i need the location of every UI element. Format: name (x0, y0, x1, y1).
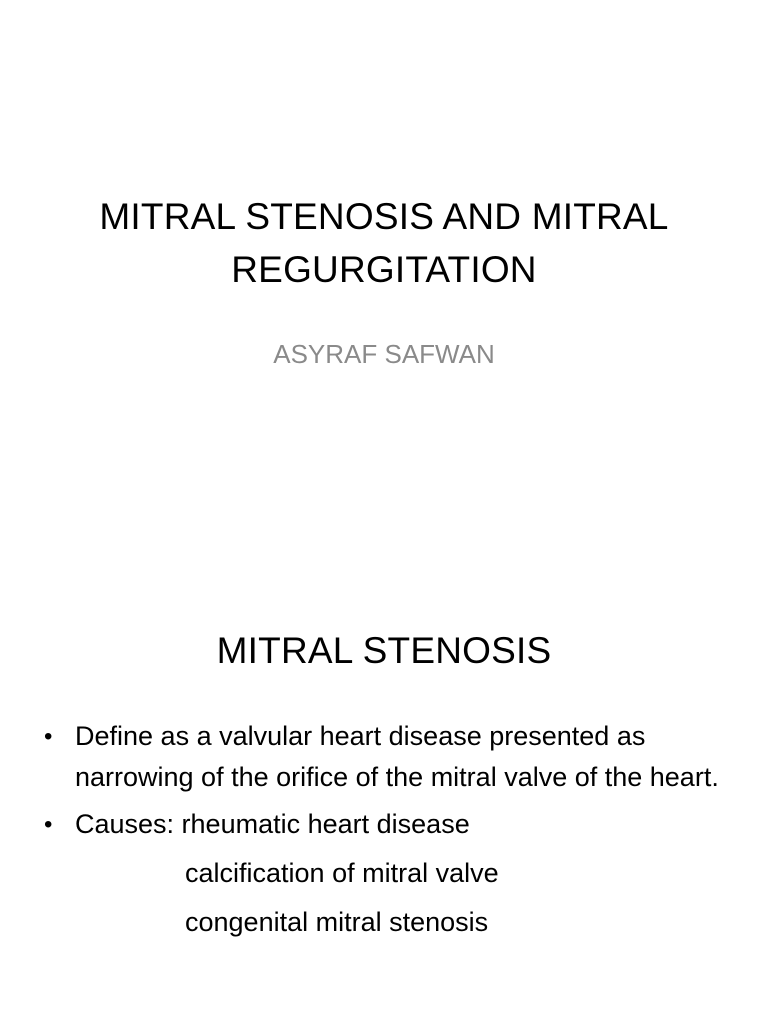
bullet-causes (40, 804, 720, 943)
cause-item: calcification of mitral valve (185, 858, 499, 888)
presentation-title (40, 190, 728, 296)
title-line-1: MITRAL STENOSIS AND MITRAL (99, 196, 669, 237)
bullet-definition (40, 716, 720, 798)
bullet-icon: • (44, 811, 53, 838)
causes-text: Causes: rheumatic heart disease (75, 809, 470, 839)
title-line-2: REGURGITATION (231, 249, 537, 290)
definition-text: Define as a valvular heart disease presented as narrowing of the orifice of the mitral valve of the heart. (75, 721, 719, 792)
bullet-icon: • (44, 723, 53, 750)
bullet-list (40, 716, 720, 949)
content-slide (0, 576, 768, 1024)
author-name: ASYRAF SAFWAN (273, 339, 495, 369)
cause-item: congenital mitral stenosis (185, 907, 489, 937)
slide-title: MITRAL STENOSIS (216, 630, 552, 671)
